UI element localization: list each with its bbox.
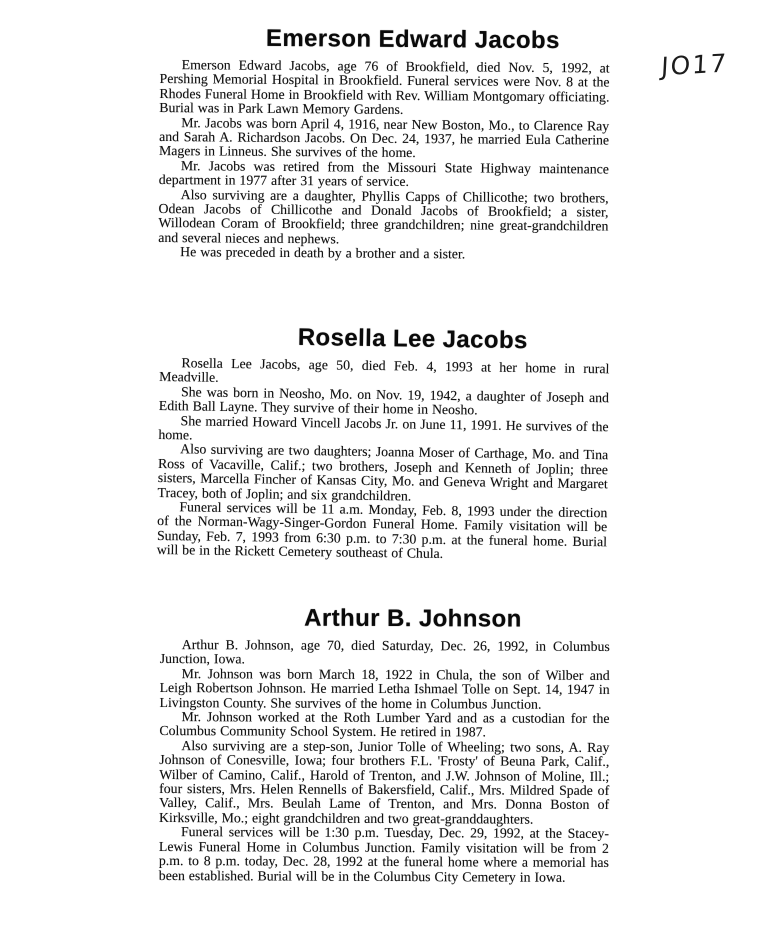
obituary-paragraph: He was preceded in death by a brother and a sister. [180, 244, 466, 262]
obituary-paragraph: Funeral services will be 1:30 p.m. Tuesday, Dec. 29, 1992, at the Stacey-Lewis Funeral Home in Columbus Junction. Family visitation will be from 2 p.m. to 8 p.m. today, Dec. 28, 1992 at the funeral home where a memorial has been established. Burial will be in the Columbus City Cemetery in Iowa. [158, 824, 610, 885]
obituary-emerson-edward-jacobs [158, 24, 610, 263]
handwritten-annotation: JO17 [660, 48, 729, 82]
obituary-paragraph: Funeral services will be 11 a.m. Monday, Feb. 8, 1993 under the direction of the Norman-Wagy-Singer-Gordon Funeral Home. Family visitation will be Sunday, Feb. 7, 1993 from 6:30 p.m. to 7:30 p.m. at the funeral home. Burial will be in the Rickett Cemetery southeast of Chula. [156, 499, 608, 562]
obituary-paragraph: Mr. Jacobs was retired from the Missouri State Highway maintenance department in 1977 after 31 years of service. [158, 158, 609, 190]
obituary-title: Arthur B. Johnson [304, 604, 522, 633]
obituary-paragraph: Mr. Jacobs was born April 4, 1916, near New Boston, Mo., to Clarence Ray and Sarah A. Richardson Jacobs. On Dec. 24, 1937, he married Eula Catherine Magers in Linneus. She survives of the home. [158, 114, 610, 161]
obituary-paragraph: Also surviving are a daughter, Phyllis Capps of Chillicothe; two brothers, Odean Jacobs of Chillicothe and Donald Jacobs of Brookfield; a sister, Willodean Coram of Brookfield; three grandchildren; nine great-grandchildren and several nieces and nephews. [158, 186, 609, 247]
obituary-paragraph: Mr. Johnson was born March 18, 1922 in Chula, the son of Wilber and Leigh Robertson Johnson. He married Letha Ishmael Tolle on Sept. 14, 1947 in Livingston County. She survives of the home in Columbus Junction. [159, 665, 610, 712]
obituary-paragraph: Mr. Johnson worked at the Roth Lumber Yard and as a custodian for the Columbus Community School System. He retired in 1987. [159, 709, 610, 740]
obituary-paragraph: Also surviving are a step-son, Junior Tolle of Wheeling; two sons, A. Ray Johnson of Conesville, Iowa; four brothers F.L. 'Frosty' of Beuna Park, Calif., Wilber of Camino, Calif., Harold of Trenton, and J.W. Johnson of Moline, Ill.; four sisters, Mrs. Helen Rennells of Bakersfield, Calif., Mrs. Mildred Spade of Valley, Calif., Mrs. Beulah Lame of Trenton, and Mrs. Donna Boston of Kirksville, Mo.; eight grandchildren and two great-granddaughters. [159, 737, 610, 827]
obituary-paragraph: She was born in Neosho, Mo. on Nov. 19, 1942, a daughter of Joseph and Edith Ball Layne. They survive of their home in Neosho. [158, 384, 610, 418]
obituary-paragraph: Rosella Lee Jacobs, age 50, died Feb. 4, 1993 at her home in rural Meadville. [159, 355, 610, 386]
obituary-paragraph: Arthur B. Johnson, age 70, died Saturday, Dec. 26, 1992, in Columbus Junction, Iowa. [159, 637, 610, 667]
obituary-arthur-b-johnson [159, 604, 610, 885]
obituary-title: Emerson Edward Jacobs [265, 24, 560, 55]
obituary-paragraph: She married Howard Vincell Jacobs Jr. on June 11, 1991. He survives of the home. [158, 412, 609, 443]
obituary-title: Rosella Lee Jacobs [297, 323, 528, 355]
obituary-paragraph: Emerson Edward Jacobs, age 76 of Brookfield, died Nov. 5, 1992, at Pershing Memorial Hospital in Brookfield. Funeral services were Nov. 8 at the Rhodes Funeral Home in Brookfield with Rev. William Montgomary officiating. Burial was in Park Lawn Memory Gardens. [159, 57, 610, 118]
obituary-rosella-lee-jacobs [157, 322, 610, 564]
obituary-paragraph: Also surviving are two daughters; Joanna Moser of Carthage, Mo. and Tina Ross of Vacaville, Calif.; two brothers, Joseph and Kenneth of Joplin; three sisters, Marcella Fincher of Kansas City, Mo. and Geneva Wright and Margaret Tracey, both of Joplin; and six grandchildren. [157, 441, 609, 504]
